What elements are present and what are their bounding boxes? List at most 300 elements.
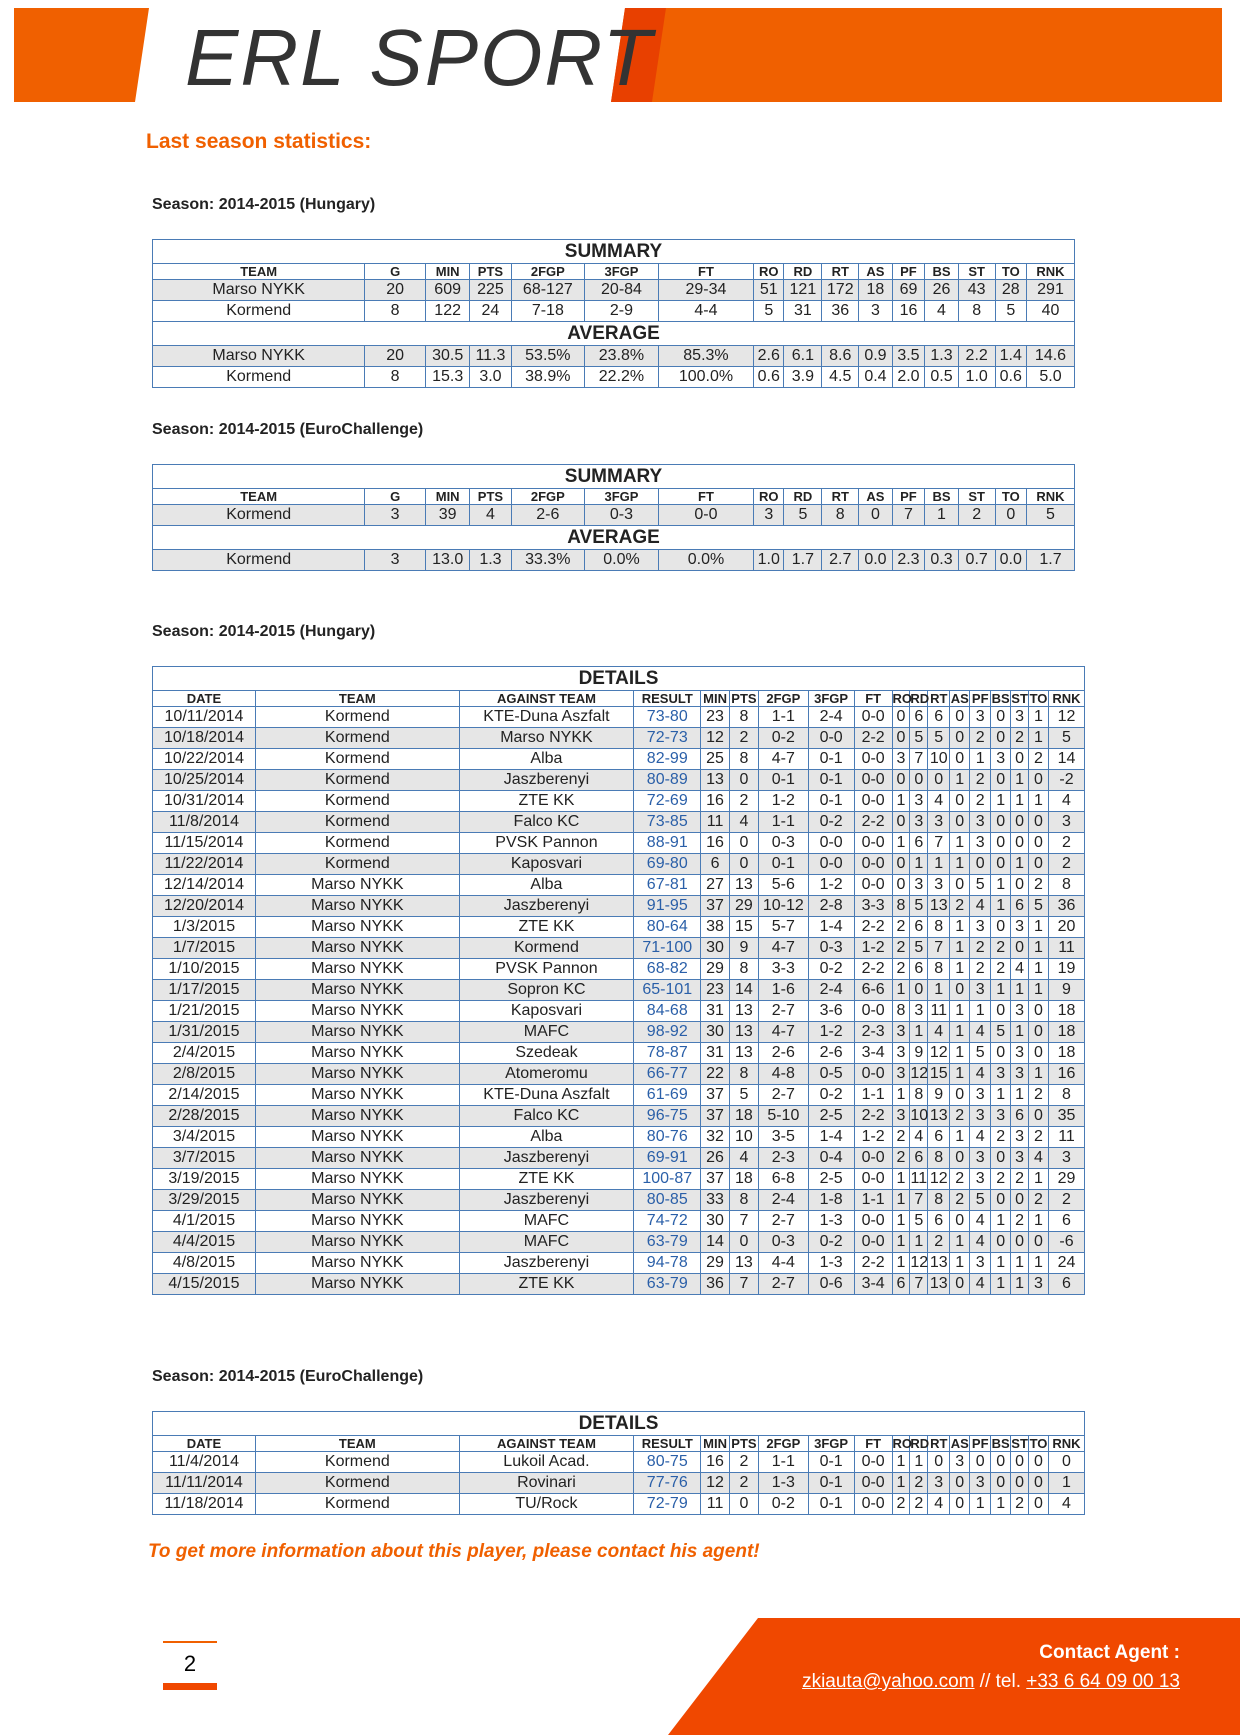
cell-rt: 12 <box>928 1043 950 1064</box>
contact-agent-label: Contact Agent : <box>1039 1642 1180 1663</box>
cell-3fgp: 2-5 <box>808 1106 854 1127</box>
cell-min: 32 <box>701 1127 729 1148</box>
cell-3fgp: 1-8 <box>808 1190 854 1211</box>
cell-3fgp: 0-1 <box>808 1473 854 1494</box>
cell-2fgp: 7-18 <box>511 301 585 322</box>
cell-pf: 1 <box>970 1001 991 1022</box>
cell-st: 3 <box>1011 1064 1029 1085</box>
average-title-row <box>153 322 1075 346</box>
cell-date: 2/8/2015 <box>153 1064 256 1085</box>
cell-pts: 4 <box>470 505 511 526</box>
cell-rd: 12 <box>910 1253 928 1274</box>
cell-rnk: 18 <box>1048 1001 1084 1022</box>
cell-pts: 8 <box>729 1190 758 1211</box>
page-number-rule <box>163 1641 217 1643</box>
cell-ro: 0 <box>892 770 910 791</box>
agent-email-link[interactable]: zkiauta@yahoo.com <box>802 1671 975 1692</box>
cell-2fgp: 1-1 <box>759 812 808 833</box>
cell-2fgp: 2-7 <box>759 1085 808 1106</box>
cell-bs: 1 <box>991 1274 1011 1295</box>
cell-bs: 0.3 <box>925 550 959 571</box>
summary-title: SUMMARY <box>153 240 1075 264</box>
cell-min: 37 <box>701 1106 729 1127</box>
cell-rnk: 20 <box>1048 917 1084 938</box>
cell-against-team: Marso NYKK <box>459 728 633 749</box>
cell-rd: 3 <box>910 812 928 833</box>
cell-st: 1 <box>1011 791 1029 812</box>
cell-pf: 2 <box>970 959 991 980</box>
cell-against-team: PVSK Pannon <box>459 959 633 980</box>
cell-team: Kormend <box>255 854 459 875</box>
cell-st: 2.2 <box>958 346 995 367</box>
header-row <box>153 489 1075 505</box>
cell-result: 65-101 <box>634 980 701 1001</box>
cell-ro: 1 <box>892 1253 910 1274</box>
page-number: 2 <box>183 1651 197 1676</box>
cell-st: 0 <box>1011 1190 1029 1211</box>
cell-date: 10/31/2014 <box>153 791 256 812</box>
cell-ro: 1 <box>892 1473 910 1494</box>
cell-as: 0 <box>950 1494 970 1515</box>
cell-min: 30 <box>701 938 729 959</box>
cell-to: 0 <box>1029 1022 1049 1043</box>
cell-st: 0.7 <box>958 550 995 571</box>
details-title-row <box>153 667 1085 691</box>
cell-rd: 1 <box>910 1232 928 1253</box>
cell-2fgp: 38.9% <box>511 367 585 388</box>
cell-2fgp: 4-7 <box>759 1022 808 1043</box>
cell-bs: 1 <box>991 1211 1011 1232</box>
cell-min: 11 <box>701 812 729 833</box>
cell-result: 69-91 <box>634 1148 701 1169</box>
col-header-rt: RT <box>822 489 859 505</box>
game-row <box>153 896 1085 917</box>
cell-to: 1 <box>1029 1064 1049 1085</box>
cell-pts: 18 <box>729 1106 758 1127</box>
col-header-ft: FT <box>658 489 753 505</box>
cell-date: 11/8/2014 <box>153 812 256 833</box>
cell-bs: 0 <box>991 917 1011 938</box>
cell-team: Marso NYKK <box>255 1232 459 1253</box>
cell-as: 1 <box>950 1232 970 1253</box>
cell-rd: 6 <box>910 917 928 938</box>
cell-bs: 1 <box>991 980 1011 1001</box>
cell-ft: 0-0 <box>854 1452 892 1473</box>
cell-ro: 6 <box>892 1274 910 1295</box>
col-header-result: RESULT <box>634 691 701 707</box>
cell-to: 0 <box>995 505 1026 526</box>
col-header-3fgp: 3FGP <box>808 691 854 707</box>
cell-pf: 3 <box>970 980 991 1001</box>
season-label: Season: 2014-2015 (EuroChallenge) <box>152 1368 424 1385</box>
cell-team: Kormend <box>255 749 459 770</box>
cell-3fgp: 0-1 <box>808 749 854 770</box>
cell-date: 2/28/2015 <box>153 1106 256 1127</box>
brand-logo: ERL SPORT <box>185 13 654 102</box>
cell-2fgp: 2-6 <box>759 1043 808 1064</box>
cell-rt: 8 <box>928 1148 950 1169</box>
game-row <box>153 938 1085 959</box>
summary-table-eurochallenge <box>152 464 1075 571</box>
cell-to: 0 <box>1029 1001 1049 1022</box>
cell-rt: 4 <box>928 1022 950 1043</box>
summary-title: SUMMARY <box>153 465 1075 489</box>
cell-3fgp: 0-2 <box>808 1085 854 1106</box>
cell-2fgp: 53.5% <box>511 346 585 367</box>
cell-pf: 2 <box>970 938 991 959</box>
cell-rd: 6 <box>910 833 928 854</box>
cell-to: 4 <box>1029 1148 1049 1169</box>
cell-rt: 12 <box>928 1169 950 1190</box>
cell-team: Marso NYKK <box>153 346 365 367</box>
cell-bs: 0.5 <box>925 367 959 388</box>
cell-team: Kormend <box>255 812 459 833</box>
col-header-bs: BS <box>991 691 1010 706</box>
game-row <box>153 1452 1085 1473</box>
cell-2fgp: 0-3 <box>759 1232 808 1253</box>
cell-3fgp: 2-4 <box>808 980 854 1001</box>
cell-date: 2/14/2015 <box>153 1085 256 1106</box>
cell-team: Marso NYKK <box>255 1022 459 1043</box>
game-row <box>153 812 1085 833</box>
cell-to: 1 <box>1029 980 1049 1001</box>
cell-date: 11/18/2014 <box>153 1494 256 1515</box>
cell-as: 0 <box>950 791 970 812</box>
col-header-as: AS <box>859 489 893 505</box>
col-header-2fgp: 2FGP <box>759 691 808 707</box>
cell-rd: 5 <box>910 728 928 749</box>
cell-as: 1 <box>950 1064 970 1085</box>
cell-as: 0.4 <box>859 367 893 388</box>
cell-as: 1 <box>950 770 970 791</box>
cell-date: 3/4/2015 <box>153 1127 256 1148</box>
cell-to: 0 <box>1029 1043 1049 1064</box>
cell-as: 18 <box>859 280 893 301</box>
cell-pts: 18 <box>729 1169 758 1190</box>
cell-bs: 0 <box>991 1452 1011 1473</box>
cell-against-team: ZTE KK <box>459 791 633 812</box>
game-row <box>153 1043 1085 1064</box>
cell-rt: 2 <box>928 1232 950 1253</box>
game-row <box>153 791 1085 812</box>
col-header-against-team: AGAINST TEAM <box>459 691 633 707</box>
cell-rnk: 11 <box>1048 938 1084 959</box>
cell-to: 1 <box>1029 791 1049 812</box>
cell-result: 88-91 <box>634 833 701 854</box>
cell-rd: 5 <box>910 896 928 917</box>
col-header-min: MIN <box>425 264 469 280</box>
cell-st: 3 <box>1011 1148 1029 1169</box>
cell-rt: 3 <box>928 875 950 896</box>
cell-min: 12 <box>701 728 729 749</box>
col-header-2fgp: 2FGP <box>511 264 585 280</box>
col-header-rnk: RNK <box>1048 691 1084 707</box>
cell-result: 84-68 <box>634 1001 701 1022</box>
cell-as: 0 <box>950 1085 970 1106</box>
cell-rnk: 18 <box>1048 1022 1084 1043</box>
cell-ft: 0-0 <box>854 875 892 896</box>
cell-as: 1 <box>950 1001 970 1022</box>
cell-2fgp: 10-12 <box>759 896 808 917</box>
col-header-rnk: RNK <box>1048 1436 1084 1452</box>
col-header-pts: PTS <box>470 489 511 505</box>
cell-rd: 3.9 <box>784 367 822 388</box>
cell-rnk: 1.7 <box>1026 550 1074 571</box>
cell-bs: 2 <box>991 959 1011 980</box>
cell-result: 72-79 <box>634 1494 701 1515</box>
cell-bs: 1 <box>991 1253 1011 1274</box>
cell-to: 1 <box>1029 1253 1049 1274</box>
cell-as: 0 <box>950 1473 970 1494</box>
cell-2fgp: 1-1 <box>759 707 808 728</box>
cell-rt: 4 <box>928 791 950 812</box>
cell-3fgp: 1-4 <box>808 1127 854 1148</box>
col-header-to: TO <box>1029 691 1048 706</box>
cell-to: 0 <box>1029 1473 1049 1494</box>
cell-ft: 2-2 <box>854 1106 892 1127</box>
cell-team: Marso NYKK <box>153 280 365 301</box>
cell-ro: 1 <box>892 980 910 1001</box>
cell-min: 27 <box>701 875 729 896</box>
cell-bs: 1 <box>991 1494 1011 1515</box>
cell-rt: 13 <box>928 896 950 917</box>
cell-to: 0.0 <box>995 550 1026 571</box>
cell-result: 61-69 <box>634 1085 701 1106</box>
cell-to: 2 <box>1029 1190 1049 1211</box>
cell-rd: 1 <box>910 854 928 875</box>
cell-bs: 0 <box>991 707 1011 728</box>
cell-date: 1/10/2015 <box>153 959 256 980</box>
cell-min: 29 <box>701 1253 729 1274</box>
cell-team: Marso NYKK <box>255 980 459 1001</box>
cell-3fgp: 0-1 <box>808 770 854 791</box>
cell-rt: 13 <box>928 1274 950 1295</box>
col-header-pf: PF <box>892 264 924 280</box>
cell-3fgp: 1-3 <box>808 1253 854 1274</box>
cell-pf: 5 <box>970 875 991 896</box>
cell-ft: 0-0 <box>854 1064 892 1085</box>
cell-rd: 6.1 <box>784 346 822 367</box>
cell-rd: 2 <box>910 1494 928 1515</box>
cell-rt: 8 <box>822 505 859 526</box>
cell-ft: 3-3 <box>854 896 892 917</box>
cell-as: 2 <box>950 1190 970 1211</box>
cell-min: 25 <box>701 749 729 770</box>
cell-rt: 13 <box>928 1106 950 1127</box>
cell-as: 0 <box>950 1148 970 1169</box>
cell-date: 10/25/2014 <box>153 770 256 791</box>
summary-title-row <box>153 240 1075 264</box>
cell-st: 3 <box>1011 917 1029 938</box>
cell-min: 16 <box>701 1452 729 1473</box>
cell-ro: 0 <box>892 875 910 896</box>
cell-rd: 10 <box>910 1106 928 1127</box>
cell-rnk: 36 <box>1048 896 1084 917</box>
cell-pts: 0 <box>729 770 758 791</box>
cell-min: 14 <box>701 1232 729 1253</box>
cell-ft: 0-0 <box>854 854 892 875</box>
cell-pts: 15 <box>729 917 758 938</box>
cell-ro: 8 <box>892 896 910 917</box>
cell-as: 1 <box>950 854 970 875</box>
cell-result: 77-76 <box>634 1473 701 1494</box>
cell-ft: 1-1 <box>854 1085 892 1106</box>
cell-result: 98-92 <box>634 1022 701 1043</box>
cell-ro: 1 <box>892 1190 910 1211</box>
cell-pf: 3 <box>970 1169 991 1190</box>
cell-min: 23 <box>701 707 729 728</box>
col-header-min: MIN <box>425 489 469 505</box>
game-row <box>153 1274 1085 1295</box>
col-header-rt: RT <box>928 1436 950 1452</box>
cell-rnk: 5.0 <box>1026 367 1074 388</box>
cell-pts: 11.3 <box>470 346 511 367</box>
cell-ro: 0 <box>892 812 910 833</box>
col-header-st: ST <box>1011 691 1028 706</box>
cell-pf: 3 <box>970 1148 991 1169</box>
cell-pf: 4 <box>970 1211 991 1232</box>
cell-date: 11/11/2014 <box>153 1473 256 1494</box>
cell-against-team: Rovinari <box>459 1473 633 1494</box>
cell-2fgp: 0-2 <box>759 728 808 749</box>
cell-team: Marso NYKK <box>255 959 459 980</box>
cell-2fgp: 4-8 <box>759 1064 808 1085</box>
cell-to: 0 <box>1029 833 1049 854</box>
game-row <box>153 1127 1085 1148</box>
game-row <box>153 728 1085 749</box>
cell-team: Marso NYKK <box>255 1043 459 1064</box>
col-header-st: ST <box>958 489 995 505</box>
cell-rt: 8 <box>928 1190 950 1211</box>
cell-3fgp: 0-4 <box>808 1148 854 1169</box>
cell-pts: 0 <box>729 1232 758 1253</box>
cell-team: Marso NYKK <box>255 1211 459 1232</box>
cell-rnk: 2 <box>1048 1190 1084 1211</box>
cell-st: 2 <box>1011 728 1029 749</box>
cell-as: 1 <box>950 1043 970 1064</box>
cell-ft: 2-2 <box>854 959 892 980</box>
cell-pts: 29 <box>729 896 758 917</box>
cell-ft: 2-2 <box>854 1253 892 1274</box>
game-row <box>153 1253 1085 1274</box>
cell-team: Marso NYKK <box>255 1169 459 1190</box>
cell-date: 1/3/2015 <box>153 917 256 938</box>
cell-as: 1 <box>950 1253 970 1274</box>
cell-ft: 0.0% <box>658 550 753 571</box>
cell-3fgp: 2-5 <box>808 1169 854 1190</box>
game-row <box>153 1190 1085 1211</box>
cell-rnk: 12 <box>1048 707 1084 728</box>
cell-to: 0.6 <box>995 367 1026 388</box>
cell-rnk: 14 <box>1048 749 1084 770</box>
cell-rnk: 4 <box>1048 791 1084 812</box>
game-row <box>153 917 1085 938</box>
cell-ft: 1-2 <box>854 938 892 959</box>
cell-g: 8 <box>365 301 426 322</box>
cell-pts: 2 <box>729 1473 758 1494</box>
cell-as: 0 <box>950 980 970 1001</box>
cell-min: 30 <box>701 1022 729 1043</box>
cell-bs: 2 <box>991 1169 1011 1190</box>
cell-result: 80-89 <box>634 770 701 791</box>
cell-g: 20 <box>365 346 426 367</box>
cell-ro: 1 <box>892 1452 910 1473</box>
details-table-eurochallenge <box>152 1411 1085 1515</box>
cell-st: 1 <box>1011 1022 1029 1043</box>
cell-result: 96-75 <box>634 1106 701 1127</box>
cell-min: 22 <box>701 1064 729 1085</box>
cell-as: 0 <box>950 749 970 770</box>
col-header-as: AS <box>950 1436 969 1451</box>
cell-ro: 0.6 <box>754 367 784 388</box>
col-header-team: TEAM <box>255 691 459 707</box>
cell-team: Marso NYKK <box>255 1085 459 1106</box>
cell-ro: 2.6 <box>754 346 784 367</box>
cell-team: Marso NYKK <box>255 1127 459 1148</box>
game-row <box>153 1064 1085 1085</box>
cell-g: 3 <box>365 550 426 571</box>
col-header-g: G <box>365 489 426 505</box>
cell-ft: 0-0 <box>854 1232 892 1253</box>
cell-ft: 100.0% <box>658 367 753 388</box>
cell-team: Kormend <box>255 728 459 749</box>
cell-rnk: 1 <box>1048 1473 1084 1494</box>
cell-team: Kormend <box>255 1452 459 1473</box>
summary-table-hungary <box>152 239 1075 388</box>
cell-ro: 0 <box>892 707 910 728</box>
cell-2fgp: 2-3 <box>759 1148 808 1169</box>
cell-min: 16 <box>701 791 729 812</box>
details-title: DETAILS <box>153 667 1085 691</box>
cell-min: 12 <box>701 1473 729 1494</box>
cell-pf: 16 <box>892 301 924 322</box>
cell-ro: 3 <box>892 1064 910 1085</box>
cell-pf: 69 <box>892 280 924 301</box>
cell-st: 1 <box>1011 1253 1029 1274</box>
col-header-ft: FT <box>658 264 753 280</box>
cell-date: 4/8/2015 <box>153 1253 256 1274</box>
col-header-date: DATE <box>153 1436 256 1452</box>
cell-team: Marso NYKK <box>255 1064 459 1085</box>
cell-pts: 3.0 <box>470 367 511 388</box>
cell-as: 2 <box>950 896 970 917</box>
cell-st: 0 <box>1011 1232 1029 1253</box>
cell-against-team: Kaposvari <box>459 854 633 875</box>
cell-rnk: 11 <box>1048 1127 1084 1148</box>
cell-result: 74-72 <box>634 1211 701 1232</box>
cell-min: 39 <box>425 505 469 526</box>
cell-result: 73-85 <box>634 812 701 833</box>
cell-bs: 0 <box>991 1190 1011 1211</box>
cell-as: 0 <box>950 812 970 833</box>
cell-rt: 13 <box>928 1253 950 1274</box>
game-row <box>153 770 1085 791</box>
cell-pf: 1 <box>970 749 991 770</box>
cell-3fgp: 1-3 <box>808 1211 854 1232</box>
cell-pts: 8 <box>729 749 758 770</box>
cell-to: 0 <box>1029 1106 1049 1127</box>
agent-phone-link[interactable]: +33 6 64 09 00 13 <box>1026 1671 1180 1692</box>
cell-result: 72-73 <box>634 728 701 749</box>
cell-rt: 8.6 <box>822 346 859 367</box>
cell-ft: 85.3% <box>658 346 753 367</box>
details-title-row <box>153 1412 1085 1436</box>
cell-as: 0 <box>950 875 970 896</box>
cell-pf: 3 <box>970 917 991 938</box>
cell-ft: 0-0 <box>854 1211 892 1232</box>
cell-3fgp: 0-6 <box>808 1274 854 1295</box>
cell-rt: 36 <box>822 301 859 322</box>
